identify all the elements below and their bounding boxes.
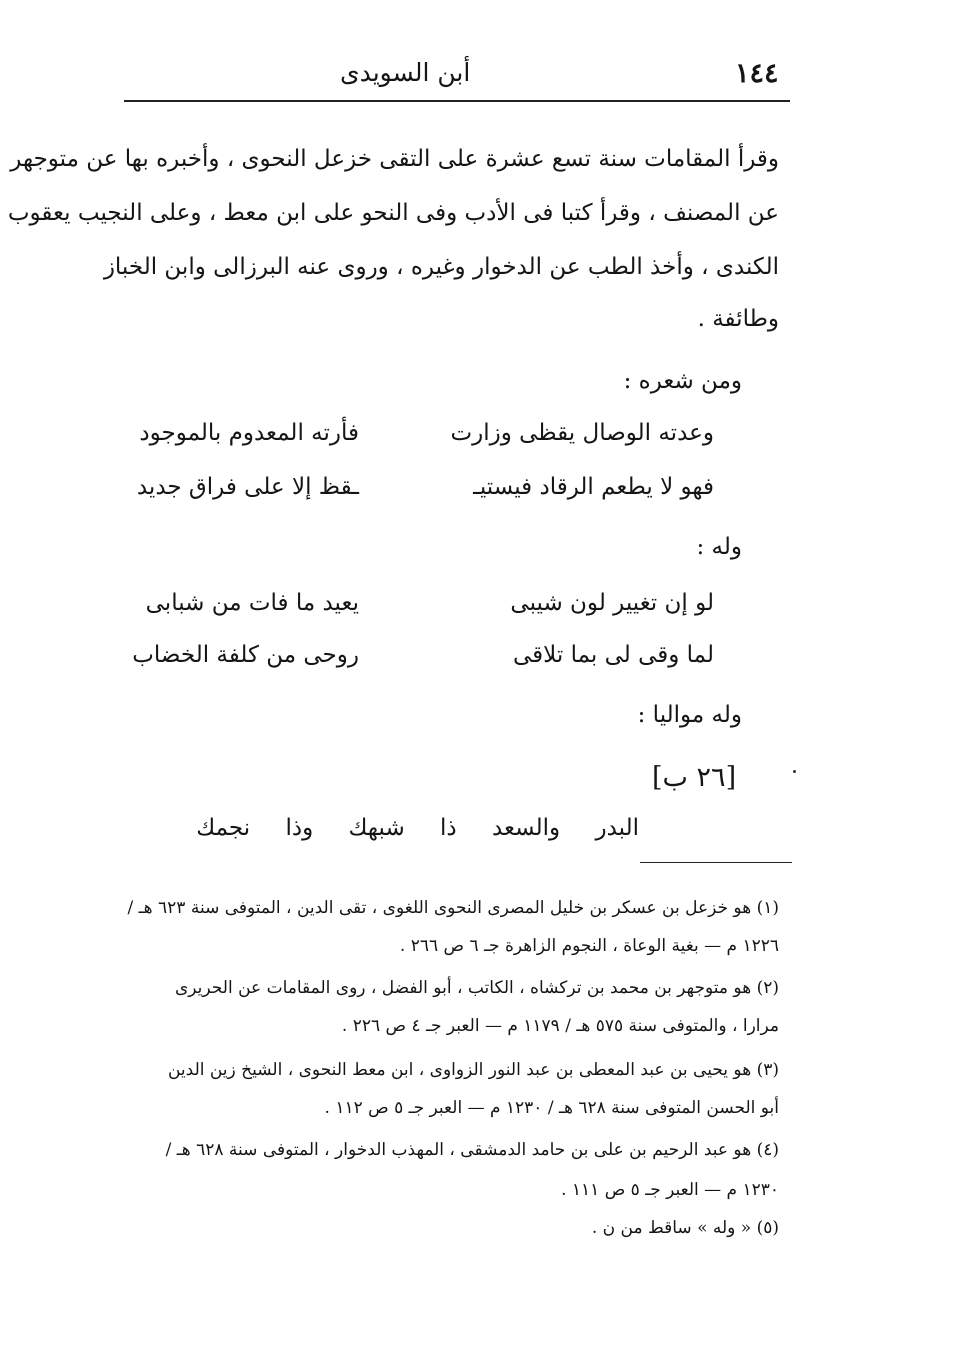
folio-marker: [٢٦ ب] (652, 762, 737, 793)
verse-hemistich-right: وعدته الوصال يقظى وزارت (450, 420, 714, 446)
footnote-line: ١٢٣٠ م — العبر جـ ٥ ص ١١١ . (561, 1180, 779, 1200)
footnote-line: (١) هو خزعل بن عسكر بن خليل المصرى النحوى اللغوى ، تقى الدين ، المتوفى سنة ٦٢٣ هـ / (127, 898, 779, 918)
stray-dot (793, 770, 796, 773)
paragraph-line: عن المصنف ، وقرأ كتبا فى الأدب وفى النحو على ابن معط ، وعلى النجيب يعقوب (7, 200, 779, 226)
footnote-line: (٥) « وله » ساقط من ن . (591, 1218, 779, 1238)
page-number: ١٤٤ (735, 58, 779, 89)
verse-hemistich-right: لو إن تغيير لون شيبى (510, 590, 714, 616)
verse-hemistich-left: روحى من كلفة الخضاب (132, 642, 359, 668)
footnote-line: مرارا ، والمتوفى سنة ٥٧٥ هـ / ١١٧٩ م — العبر جـ ٤ ص ٢٢٦ . (341, 1016, 779, 1036)
running-title: أبن السويدى (340, 58, 471, 87)
paragraph-line: الكندى ، وأخذ الطب عن الدخوار وغيره ، وروى عنه البرزالى وابن الخباز (103, 254, 779, 280)
poem-intro: ومن شعره : (623, 368, 742, 394)
footnote-rule (640, 862, 792, 863)
footnote-line: ١٢٢٦ م — بغية الوعاة ، النجوم الزاهرة جـ ٦ ص ٢٦٦ . (399, 936, 779, 956)
verse-hemistich-left: ـقظ إلا على فراق جديد (136, 474, 359, 500)
footnote-line: أبو الحسن المتوفى سنة ٦٢٨ هـ / ١٢٣٠ م — العبر جـ ٥ ص ١١٢ . (324, 1098, 779, 1118)
poem-intro: وله : (696, 534, 742, 560)
verse-hemistich-right: لما وقى لى بما تلاقى (512, 642, 714, 668)
mawal-line: البدر والسعد ذا شبهك وذا نجمك (196, 815, 639, 841)
verse-hemistich-right: فهو لا يطعم الرقاد فيستيـ (473, 474, 714, 500)
paragraph-line: وقرأ المقامات سنة تسع عشرة على التقى خزعل النحوى ، وأخبره بها عن متوجهر (10, 146, 779, 172)
verse-hemistich-left: فأرته المعدوم بالموجود (139, 420, 359, 446)
footnote-line: (٣) هو يحيى بن عبد المعطى بن عبد النور الزواوى ، ابن معط النحوى ، الشيخ زين الدين (167, 1060, 779, 1080)
footnote-line: (٢) هو متوجهر بن محمد بن تركشاه ، الكاتب ، أبو الفضل ، روى المقامات عن الحريرى (175, 978, 779, 998)
verse-hemistich-left: يعيد ما فات من شبابى (145, 590, 359, 616)
footnote-line: (٤) هو عبد الرحيم بن على بن حامد الدمشقى ، المهذب الدخوار ، المتوفى سنة ٦٢٨ هـ / (165, 1140, 779, 1160)
poem-intro: وله مواليا : (637, 702, 742, 728)
header-rule (124, 100, 790, 102)
paragraph-line: وطائفة . (697, 306, 779, 332)
